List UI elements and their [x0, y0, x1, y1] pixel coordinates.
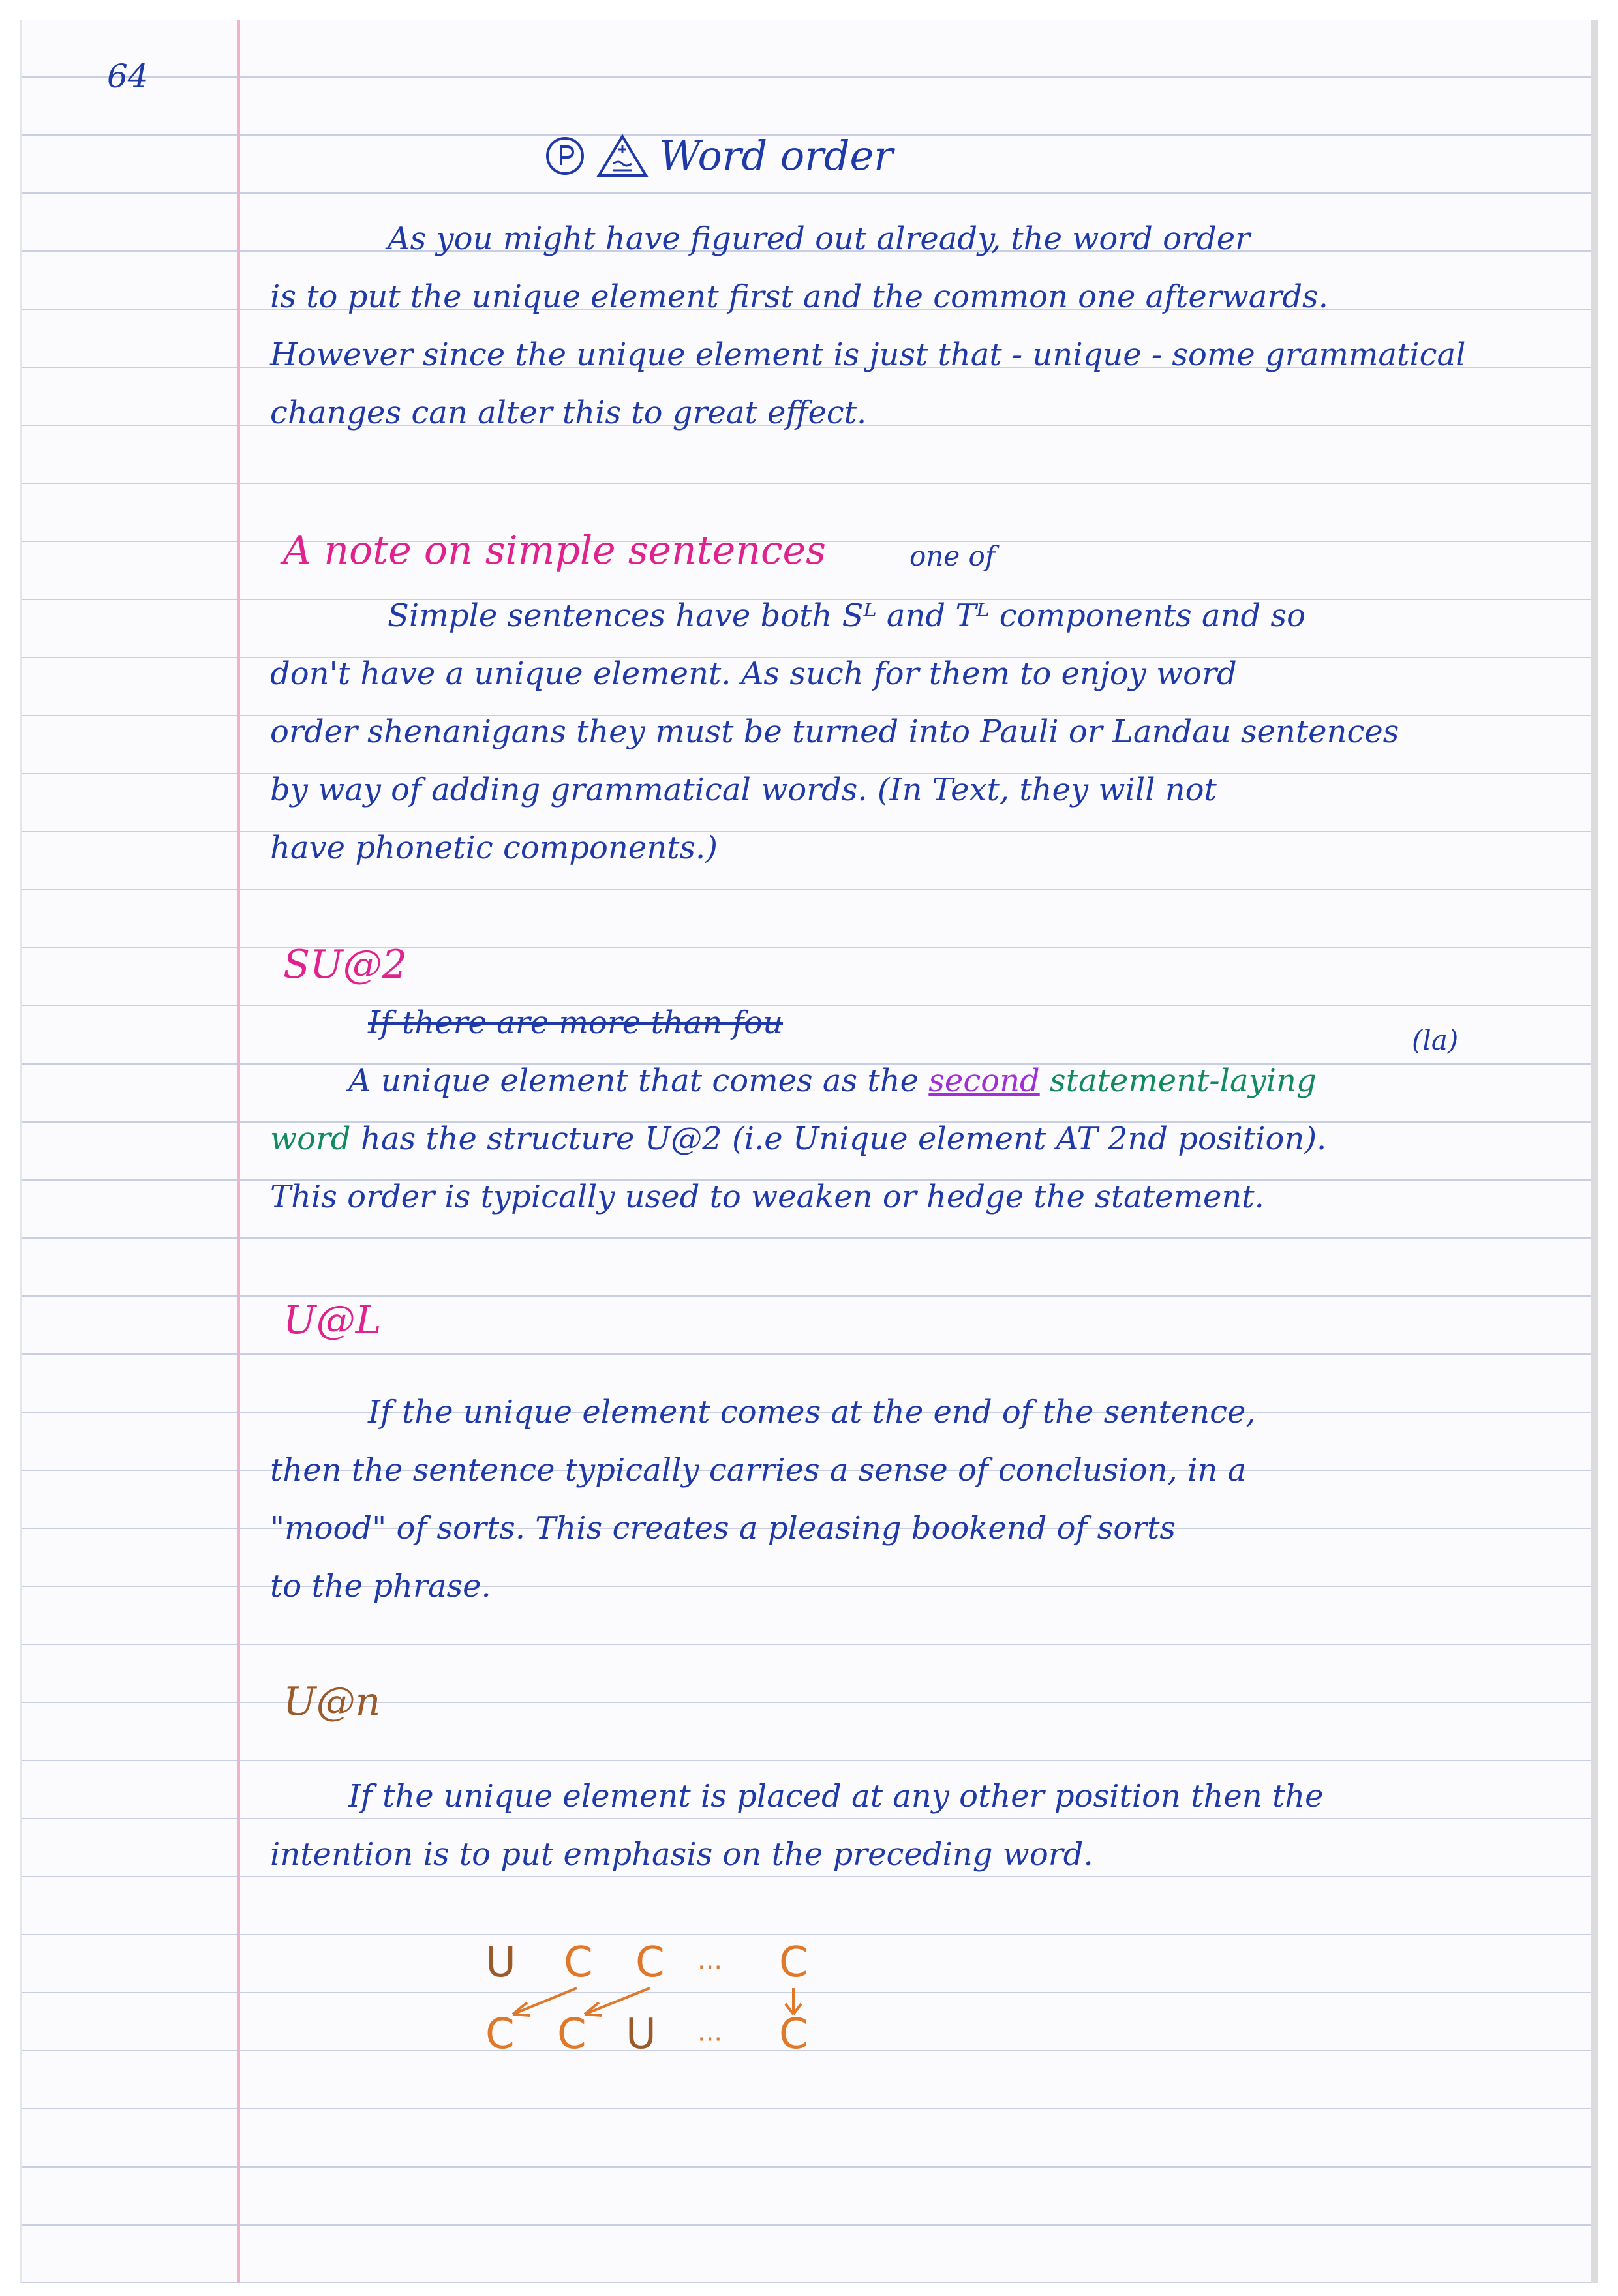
word-word: word: [270, 1121, 351, 1157]
diagram-c-bottom-3: C: [779, 2010, 808, 2059]
ul-line-4: to the phrase.: [270, 1568, 491, 1605]
un-line-1: If the unique element is placed at any other position then the: [348, 1778, 1324, 1815]
diagram-u-top: U: [485, 1939, 516, 1987]
ul-line-1: If the unique element comes at the end of the sentence,: [368, 1394, 1256, 1430]
triangle-glyph-icon: [595, 132, 650, 179]
section-heading-su2: SU@2: [283, 942, 407, 988]
un-line-2: intention is to put emphasis on the preceding word.: [270, 1836, 1093, 1873]
diagram-u-bottom: U: [626, 2010, 656, 2059]
su2-line-1: A unique element that comes as the second statement-laying: [348, 1063, 1317, 1099]
section-heading-un: U@n: [283, 1679, 381, 1725]
word-order-diagram: [472, 1931, 838, 2068]
su2-line-2: word has the structure U@2 (i.e Unique element AT 2nd position).: [270, 1121, 1327, 1157]
su2-line-3: This order is typically used to weaken or hedge the statement.: [270, 1179, 1264, 1215]
margin-line: [237, 20, 240, 2283]
p-circle-icon: [544, 135, 586, 177]
section-heading-simple-sentences: A note on simple sentences: [283, 528, 826, 573]
diagram-dots-bottom: ···: [697, 2025, 723, 2055]
simple-line-4: by way of adding grammatical words. (In Text, they will not: [270, 772, 1217, 808]
diagram-c-bottom-2: C: [557, 2010, 587, 2059]
ul-line-3: "mood" of sorts. This creates a pleasing bookend of sorts: [270, 1510, 1176, 1547]
section-heading-ul: U@L: [283, 1297, 382, 1343]
diagram-c-top-3: C: [779, 1939, 808, 1987]
intro-line-3: However since the unique element is just that - unique - some grammatical: [270, 337, 1466, 373]
simple-line-2: don't have a unique element. As such for them to enjoy word: [270, 656, 1237, 692]
struck-line: If there are more than fou: [368, 1004, 784, 1041]
diagram-c-bottom-1: C: [485, 2010, 515, 2059]
statement-laying-word: statement-laying: [1050, 1063, 1317, 1099]
diagram-c-top-1: C: [564, 1939, 593, 1987]
intro-line-1: As you might have figured out already, the word order: [388, 220, 1251, 257]
title-row: [544, 132, 893, 179]
notebook-page: [20, 20, 1598, 2283]
ul-line-2: then the sentence typically carries a sense of conclusion, in a: [270, 1452, 1247, 1488]
simple-line-3: order shenanigans they must be turned into Pauli or Landau sentences: [270, 714, 1399, 750]
insert-note: one of: [909, 540, 996, 572]
simple-line-5: have phonetic components.): [270, 830, 718, 866]
page-title: Word order: [659, 132, 893, 179]
second-word: second: [928, 1063, 1040, 1099]
correction-note: (la): [1412, 1024, 1459, 1056]
diagram-dots-top: ···: [697, 1953, 723, 1983]
intro-line-4: changes can alter this to great effect.: [270, 395, 867, 431]
page-number: 64: [107, 57, 149, 95]
simple-line-1: Simple sentences have both Sᴸ and Tᴸ components and so: [388, 597, 1306, 634]
intro-line-2: is to put the unique element first and the common one afterwards.: [270, 279, 1328, 315]
diagram-c-top-2: C: [635, 1939, 665, 1987]
